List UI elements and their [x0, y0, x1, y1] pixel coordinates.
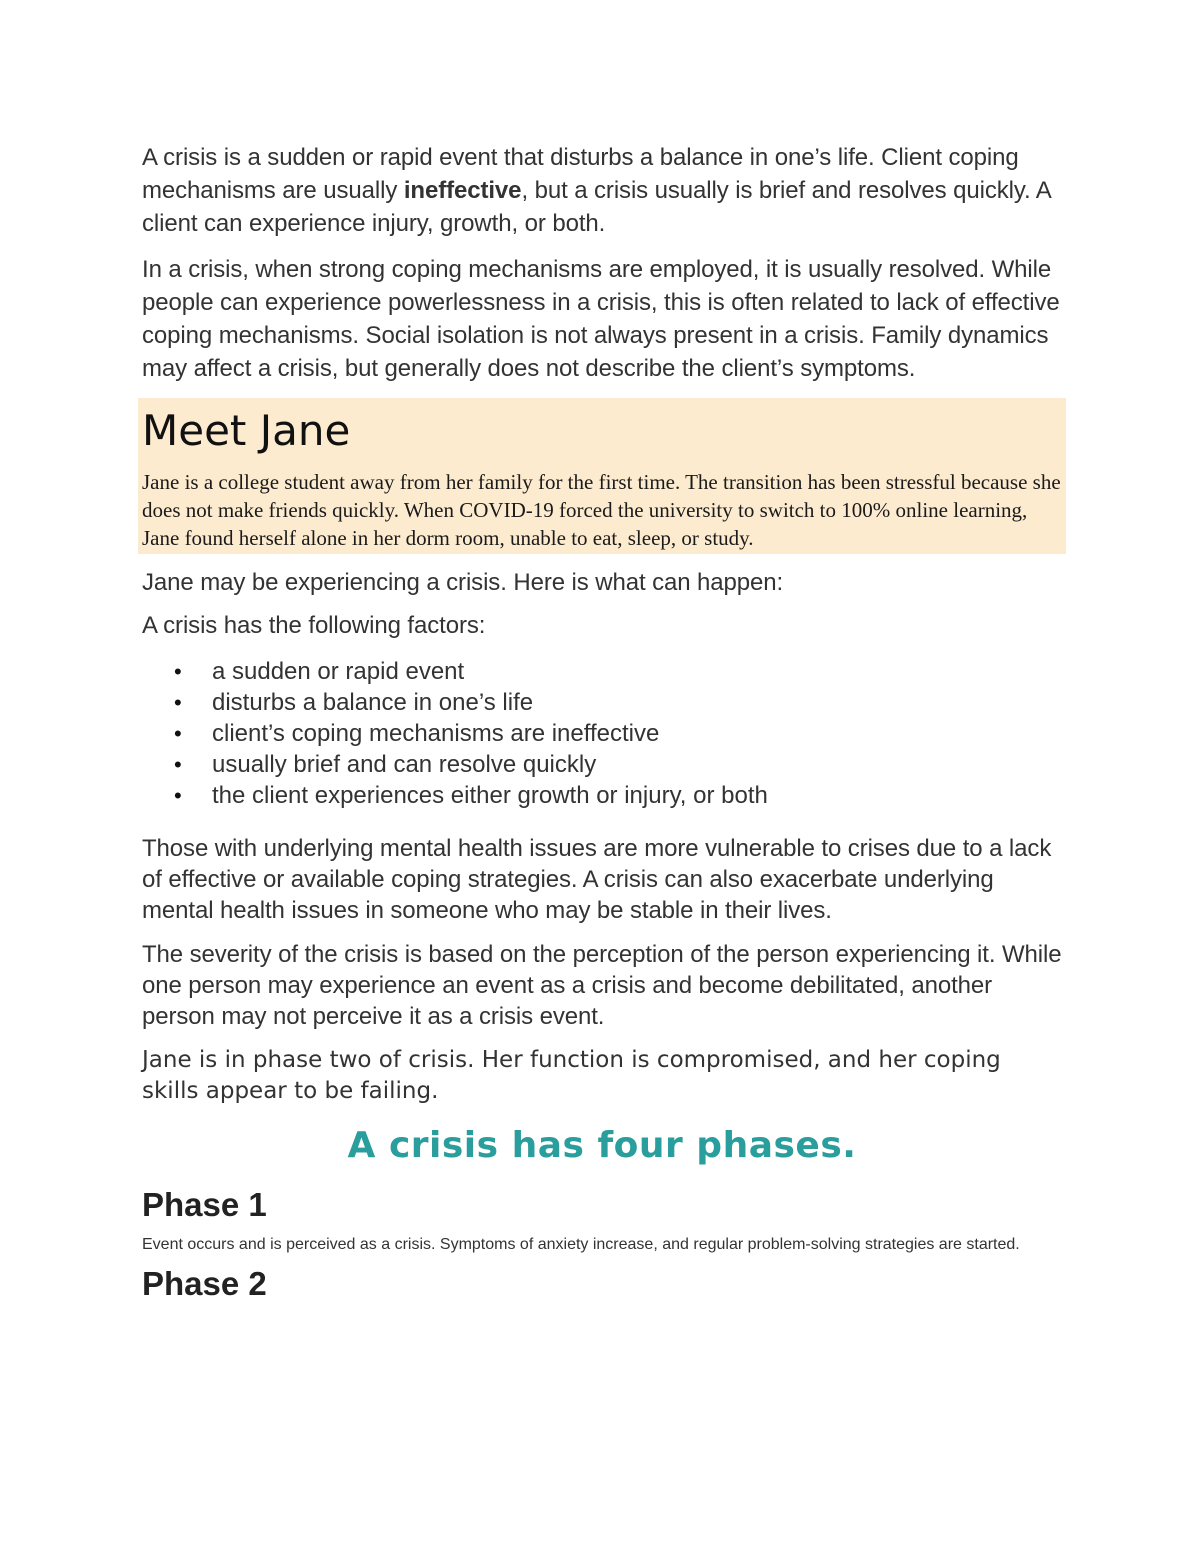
intro-p1-bold-term: ineffective [403, 177, 522, 204]
intro-p1-text-start: A crisis is a sudden or rapid event that disturbs a balance in one’s life. Client coping mechanisms are usually [142, 144, 1019, 204]
factors-list [142, 656, 1062, 811]
callout-title: Meet Jane [142, 406, 351, 455]
factors-intro-paragraph: A crisis has the following factors: [142, 612, 486, 639]
list-item [142, 749, 1062, 780]
meet-jane-callout [138, 398, 1066, 554]
intro-p1-text-end: , but a crisis usually is brief and resolves quickly. A client can experience injury, growth, or both. [142, 177, 1051, 237]
list-item [142, 718, 1062, 749]
bullet-icon: • [174, 690, 182, 715]
intro-paragraph-2: In a crisis, when strong coping mechanisms are employed, it is usually resolved. While people can experience powerlessness in a crisis, this is often related to lack of effective coping mechanisms. Social isolation is not always present in a crisis. Family dynamics may affect a crisis, but generally does not describe the client’s symptoms. [142, 256, 1060, 382]
vulnerability-paragraph: Those with underlying mental health issues are more vulnerable to crises due to a lack of effective or available coping strategies. A crisis can also exacerbate underlying mental health issues in someone who may be stable in their lives. [142, 835, 1052, 924]
factor-text: the client experiences either growth or injury, or both [212, 782, 768, 809]
bullet-icon: • [174, 783, 182, 808]
bullet-icon: • [174, 659, 182, 684]
severity-paragraph: The severity of the crisis is based on the perception of the person experiencing it. While one person may experience an event as a crisis and become debilitated, another person may not perceive it as a crisis event. [142, 941, 1062, 1030]
phases-heading: A crisis has four phases. [347, 1125, 857, 1166]
factor-text: disturbs a balance in one’s life [212, 689, 534, 716]
factor-text: client’s coping mechanisms are ineffective [212, 720, 660, 747]
intro-paragraph-1 [142, 141, 1062, 240]
bullet-icon: • [174, 752, 182, 777]
factor-text: usually brief and can resolve quickly [212, 751, 597, 778]
list-item [142, 780, 1062, 811]
phase-2-title: Phase 2 [142, 1265, 267, 1302]
document-page [142, 141, 1062, 1314]
phase-1-description: Event occurs and is perceived as a crisis. Symptoms of anxiety increase, and regular problem-solving strategies are started. [142, 1236, 1020, 1253]
factor-text: a sudden or rapid event [212, 658, 465, 685]
phase-1-title: Phase 1 [142, 1186, 267, 1223]
list-item [142, 656, 1062, 687]
list-item [142, 687, 1062, 718]
callout-body: Jane is a college student away from her family for the first time. The transition has been stressful because she does not make friends quickly. When COVID-19 forced the university to switch to 100% online learning, Jane found herself alone in her dorm room, unable to eat, sleep, or study. [142, 470, 1061, 550]
phase-two-paragraph: Jane is in phase two of crisis. Her function is compromised, and her coping skills appear to be failing. [142, 1047, 1001, 1104]
bullet-icon: • [174, 721, 182, 746]
jane-intro-paragraph: Jane may be experiencing a crisis. Here is what can happen: [142, 569, 784, 596]
